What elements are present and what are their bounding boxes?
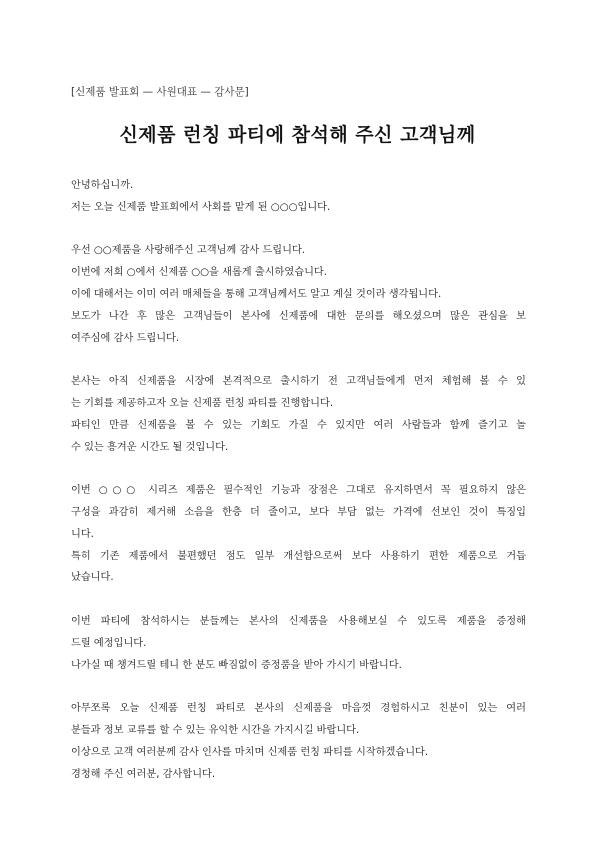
- body-line: 여주심에 감사 드립니다.: [71, 332, 180, 344]
- body-paragraph: [71, 175, 526, 219]
- body-line: 저는 오늘 신제품 발표회에서 사회를 맡게 된 ○○○입니다.: [71, 201, 331, 213]
- body-line: 분들과 정보 교류를 할 수 있는 유익한 시간을 가지시길 바랍니다.: [71, 724, 360, 736]
- paragraph-gap: [71, 676, 526, 698]
- body-line: 이상으로 고객 여러분께 감사 인사를 마치며 신제품 런칭 파티를 시작하겠습니다.: [71, 746, 429, 758]
- paragraph-gap: [71, 589, 526, 611]
- document-body: [71, 175, 526, 785]
- body-line: 수 있는 흥겨운 시간도 될 것입니다.: [71, 441, 229, 453]
- body-line: 나가실 때 챙겨드릴 테니 한 분도 빠짐없이 증정품을 받아 가시기 바랍니다.: [71, 659, 402, 671]
- body-paragraph: [71, 698, 526, 785]
- body-line: 니다.: [71, 528, 94, 540]
- body-line: 구성을 과감히 제거해 소음을 한층 더 줄이고, 보다 부담 없는 가격에 선보인 것이 특징입: [71, 506, 526, 518]
- paragraph-gap: [71, 458, 526, 480]
- body-paragraph: [71, 480, 526, 589]
- body-line: 우선 ○○제품을 사랑해주신 고객님께 감사 드립니다.: [71, 245, 306, 257]
- body-line: 이번에 저희 ○에서 신제품 ○○을 새롭게 출시하였습니다.: [71, 267, 327, 279]
- paragraph-gap: [71, 219, 526, 241]
- body-line: 특히 기존 제품에서 불편했던 점도 일부 개선함으로써 보다 사용하기 편한 제품으로 거듭: [71, 550, 526, 562]
- document-title: 신제품 런칭 파티에 참석해 주신 고객님께: [119, 124, 476, 146]
- body-line: 이번 ○○○ 시리즈 제품은 필수적인 기능과 장점은 그대로 유지하면서 꼭 필요하지 않은: [71, 485, 526, 497]
- body-line: 이번 파티에 참석하시는 분들께는 본사의 신제품을 사용해보실 수 있도록 제품을 증정해: [71, 615, 526, 627]
- body-line: 아무쪼록 오늘 신제품 런칭 파티로 본사의 신제품을 마음껏 경험하시고 친분이 있는 여러: [71, 703, 526, 715]
- body-line: 파티인 만큼 신제품을 볼 수 있는 기회도 가질 수 있지만 여러 사람들과 함께 즐기고 놀: [71, 419, 526, 431]
- body-line: 는 기회를 제공하고자 오늘 신제품 런칭 파티를 진행합니다.: [71, 397, 334, 409]
- paragraph-gap: [71, 349, 526, 371]
- body-paragraph: [71, 371, 526, 458]
- body-line: 본사는 아직 신제품을 시장에 본격적으로 출시하기 전 고객님들에게 먼저 체험해 볼 수 있: [71, 376, 526, 388]
- body-line: 이에 대해서는 이미 여러 매체들을 통해 고객님께서도 알고 계실 것이라 생각됩니다.: [71, 288, 442, 300]
- document-header: [신제품 발표회 — 사원대표 — 감사문]: [71, 86, 249, 98]
- body-line: 안녕하십니까.: [71, 180, 134, 191]
- body-line: 보도가 나간 후 많은 고객님들이 본사에 신제품에 대한 문의를 해오셨으며 많은 관심을 보: [71, 310, 526, 322]
- body-paragraph: [71, 240, 526, 349]
- body-paragraph: [71, 611, 526, 676]
- body-line: 경청해 주신 여러분, 감사합니다.: [71, 768, 216, 780]
- body-line: 드릴 예정입니다.: [71, 637, 147, 649]
- body-line: 났습니다.: [71, 572, 114, 584]
